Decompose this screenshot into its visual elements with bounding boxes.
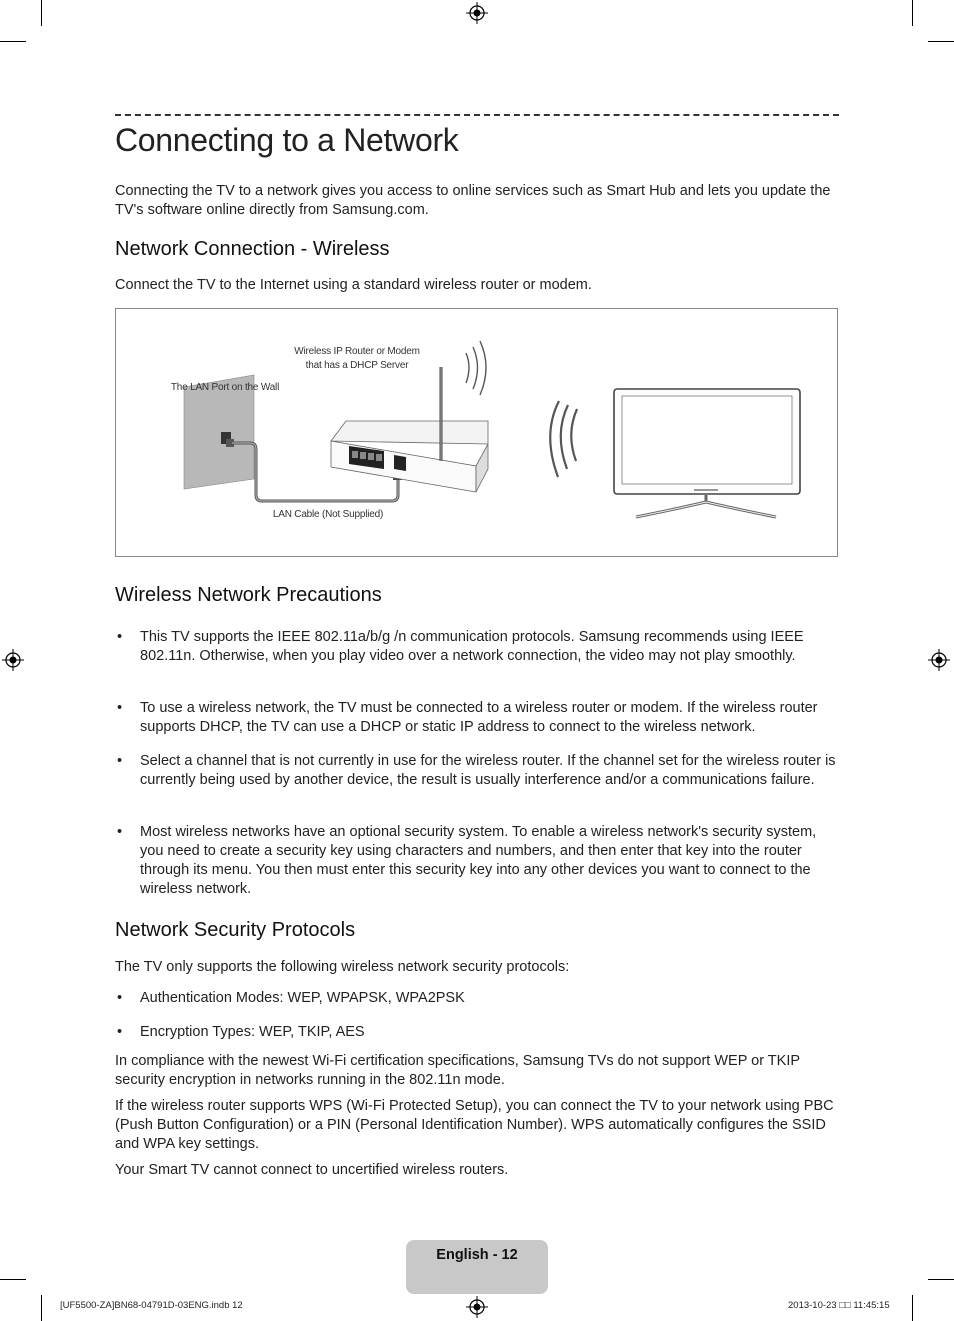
- lan-port-label: The LAN Port on the Wall: [170, 382, 280, 393]
- tv-icon: [614, 389, 800, 517]
- wireless-heading: Network Connection - Wireless: [115, 238, 390, 260]
- intro-paragraph: Connecting the TV to a network gives you access to online services such as Smart Hub and lets you update the TV's software online directly from Samsung.com.: [115, 183, 831, 218]
- bullet-icon: •: [117, 990, 123, 1006]
- page-number: English - 12: [436, 1247, 518, 1263]
- page-title: Connecting to a Network: [115, 122, 459, 158]
- registration-mark-icon: [466, 2, 488, 24]
- title-rule: [115, 114, 839, 116]
- crop-mark: [912, 0, 913, 26]
- security-paragraph-1: In compliance with the newest Wi-Fi certification specifications, Samsung TVs do not support WEP or TKIP security encryption in networks running in the 802.11n mode.: [115, 1053, 800, 1088]
- bullet-icon: •: [117, 824, 123, 840]
- crop-mark: [41, 1295, 42, 1321]
- router-wifi-waves-icon: [466, 341, 486, 395]
- page-number-tab: [406, 1240, 548, 1294]
- precautions-heading: Wireless Network Precautions: [115, 584, 382, 606]
- wireless-text: Connect the TV to the Internet using a standard wireless router or modem.: [115, 277, 592, 293]
- security-paragraph-2: If the wireless router supports WPS (Wi-Fi Protected Setup), you can connect the TV to your network using PBC (Push Button Configuration) or a PIN (Personal Identification Number). WPS automatically configures the SSID and WPA key settings.: [115, 1098, 834, 1152]
- registration-mark-icon: [2, 649, 24, 671]
- diagram-drawing: [116, 309, 837, 556]
- crop-mark: [912, 1295, 913, 1321]
- bullet-icon: •: [117, 629, 123, 645]
- bullet-icon: •: [117, 753, 123, 769]
- security-intro: The TV only supports the following wireless network security protocols:: [115, 959, 570, 975]
- security-paragraph-3: Your Smart TV cannot connect to uncertified wireless routers.: [115, 1162, 509, 1178]
- router-icon: [331, 367, 488, 492]
- tv-wifi-waves-icon: [550, 401, 577, 477]
- print-timestamp: 2013-10-23 □□ 11:45:15: [788, 1300, 890, 1311]
- crop-mark: [928, 41, 954, 42]
- cable-label: LAN Cable (Not Supplied): [272, 509, 384, 520]
- registration-mark-icon: [928, 649, 950, 671]
- crop-mark: [41, 0, 42, 26]
- security-heading: Network Security Protocols: [115, 919, 356, 941]
- file-info: [UF5500-ZA]BN68-04791D-03ENG.indb 12: [60, 1300, 243, 1311]
- router-label: Wireless IP Router or Modem that has a DHCP Server: [294, 346, 420, 371]
- bullet-icon: •: [117, 700, 123, 716]
- crop-mark: [0, 41, 26, 42]
- bullet-icon: •: [117, 1024, 123, 1040]
- crop-mark: [0, 1279, 26, 1280]
- network-diagram: [115, 308, 838, 557]
- crop-mark: [928, 1279, 954, 1280]
- registration-mark-icon: [466, 1296, 488, 1318]
